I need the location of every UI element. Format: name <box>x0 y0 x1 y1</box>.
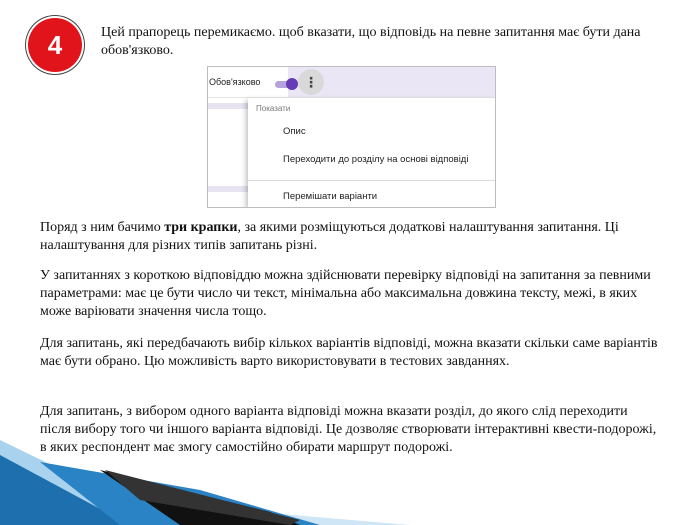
menu-item-shuffle-options[interactable]: Перемішати варіанти <box>283 191 378 202</box>
form-background <box>208 98 248 207</box>
menu-divider <box>248 180 495 181</box>
required-label: Обов'язково <box>209 77 261 87</box>
intro-text: Цей прапорець перемикаємо. щоб вказати, що відповідь на певне запитання має бути дана обов'язково. <box>101 25 641 58</box>
required-toggle-knob[interactable] <box>286 78 298 90</box>
paragraph-checkboxes: Для запитань, які передбачають вибір кількох варіантів відповіді, можна вказати скільки саме варіантів має бути обрано. Цю можливість варто використовувати в тестових завданнях. <box>40 336 658 369</box>
paragraph-short-answer: У запитаннях з короткою відповіддю можна здійснювати перевірку відповіді на запитання за певними параметрами: має це бути число чи текст, мінімальна або максимальна довжина тексту, межі, в яких може варіювати значення числа тощо. <box>40 268 651 319</box>
step-number-badge <box>28 18 82 72</box>
forms-settings-screenshot <box>207 66 496 208</box>
background-stripe <box>208 103 248 109</box>
menu-item-description[interactable]: Опис <box>283 126 306 137</box>
more-options-button[interactable] <box>298 69 324 95</box>
paragraph-single-choice: Для запитань, з вибором одного варіанта відповіді можна вказати розділ, до якого слід переходити після вибору того чи іншого варіанта відповіді. Це дозволяє створювати інтерактивні квести-подорожі, в яких респондент має змогу самостійно обирати маршрут подорожі. <box>40 404 657 455</box>
more-vert-icon: ⋮ <box>304 74 318 90</box>
bold-three-dots: три крапки <box>164 220 238 235</box>
menu-item-go-to-section[interactable]: Переходити до розділу на основі відповіді <box>283 154 469 165</box>
step-number: 4 <box>47 29 63 60</box>
more-options-menu <box>248 98 495 207</box>
menu-header-show: Показати <box>256 104 291 113</box>
paragraph-three-dots: Поряд з ним бачимо три крапки, за якими розміщуються додаткові налаштування запитання. Ці налаштування для різних типів запитань різні. <box>40 220 619 253</box>
background-stripe <box>208 186 248 192</box>
